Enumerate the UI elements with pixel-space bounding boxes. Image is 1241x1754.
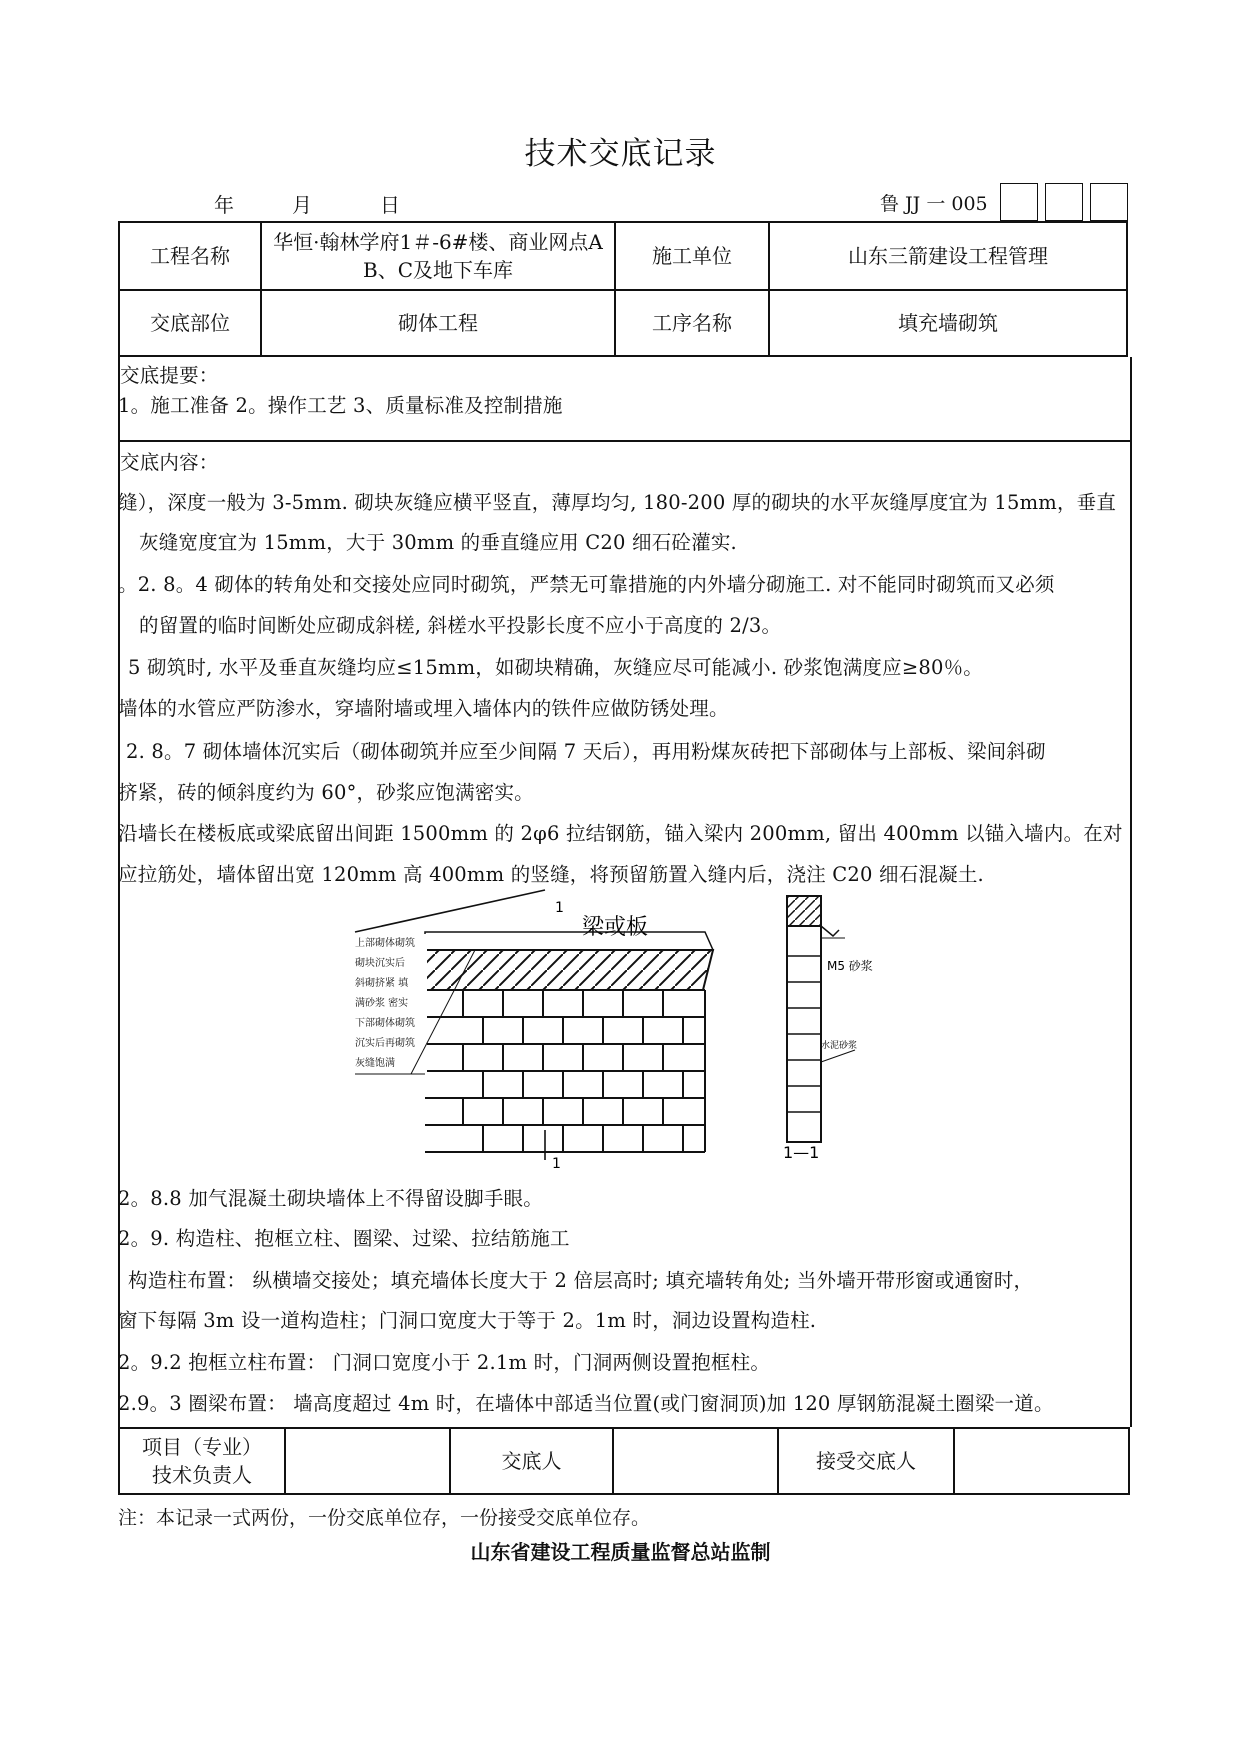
date-year: 年 bbox=[214, 193, 234, 217]
discloser-label: 交底人 bbox=[450, 1428, 613, 1494]
section-mark-bottom: 1 bbox=[552, 1156, 561, 1172]
inclined-brick-band bbox=[425, 950, 713, 990]
receiver-value bbox=[954, 1428, 1129, 1494]
process-value: 填充墙砌筑 bbox=[769, 290, 1127, 356]
content-line: 挤紧，砖的倾斜度约为 60°，砂浆应饱满密实。 bbox=[118, 781, 534, 804]
process-label: 工序名称 bbox=[615, 290, 769, 356]
form-code: 鲁 JJ 一 005 bbox=[880, 193, 988, 215]
content-line: 灰缝宽度宜为 15mm，大于 30mm 的垂直缝应用 C20 细石砼灌实. bbox=[139, 531, 737, 554]
content-line: 构造柱布置： 纵横墙交接处；填充墙体长度大于 2 倍层高时; 填充墙转角处; 当外墙开带形窗或通窗时， bbox=[128, 1269, 1034, 1292]
part-label: 交底部位 bbox=[119, 290, 261, 356]
water-label: 水泥砂浆 bbox=[821, 1041, 858, 1051]
part-value: 砌体工程 bbox=[261, 290, 615, 356]
date-day: 日 bbox=[380, 193, 400, 217]
code-box-3 bbox=[1090, 183, 1128, 221]
summary-text: 1。施工准备 2。操作工艺 3、质量标准及控制措施 bbox=[118, 394, 563, 417]
code-box-1 bbox=[1000, 183, 1038, 221]
header-table bbox=[118, 221, 1128, 357]
content-line: 2。9.2 抱框立柱布置： 门洞口宽度小于 2.1m 时，门洞两侧设置抱框柱。 bbox=[118, 1351, 771, 1374]
content-line: 应拉筋处，墙体留出宽 120mm 高 400mm 的竖缝，将预留筋置入缝内后，浇注 C20 细石混凝土. bbox=[118, 863, 984, 886]
content-line: 缝），深度一般为 3-5mm. 砌块灰缝应横平竖直，薄厚均匀, 180-200 厚的砌块的水平灰缝厚度宜为 15mm，垂直 bbox=[118, 491, 1117, 514]
project-label: 工程名称 bbox=[119, 222, 261, 290]
issuer: 山东省建设工程质量监督总站监制 bbox=[470, 1540, 771, 1564]
code-box-2 bbox=[1045, 183, 1083, 221]
tech-lead-label-line-2: 技术负责人 bbox=[152, 1463, 252, 1487]
project-value-line-2: B、C及地下车库 bbox=[363, 258, 513, 282]
side-label: 下部砌体砌筑 bbox=[355, 1018, 415, 1029]
content-line: 沿墙长在楼板底或梁底留出间距 1500mm 的 2φ6 拉结钢筋，锚入梁内 200mm, 留出 400mm 以锚入墙内。在对 bbox=[118, 822, 1123, 845]
content-line: 。2. 8。4 砌体的转角处和交接处应同时砌筑，严禁无可靠措施的内外墙分砌施工. 对不能同时砌筑而又必须 bbox=[118, 573, 1055, 596]
receiver-label: 接受交底人 bbox=[778, 1428, 954, 1494]
document-title: 技术交底记录 bbox=[524, 136, 717, 172]
summary-label: 交底提要： bbox=[120, 364, 219, 387]
side-label: 灰缝饱满 bbox=[355, 1058, 395, 1069]
content-line: 墙体的水管应严防渗水，穿墙附墙或埋入墙体内的铁件应做防锈处理。 bbox=[118, 697, 729, 720]
project-value-line-1: 华恒·翰林学府1＃-6#楼、商业网点A bbox=[273, 230, 603, 254]
content-line: 的留置的临时间断处应砌成斜槎, 斜槎水平投影长度不应小于高度的 2/3。 bbox=[139, 614, 782, 637]
mortar-label: M5 砂浆 bbox=[827, 959, 873, 973]
side-label: 砌块沉实后 bbox=[355, 958, 405, 969]
contractor-value: 山东三箭建设工程管理 bbox=[769, 222, 1127, 290]
side-label: 斜砌挤紧 填 bbox=[355, 978, 409, 989]
content-line: 5 砌筑时, 水平及垂直灰缝均应≤15mm，如砌块精确，灰缝应尽可能减小. 砂浆饱满度应≥80％。 bbox=[128, 656, 983, 679]
footnote: 注：本记录一式两份，一份交底单位存，一份接受交底单位存。 bbox=[118, 1507, 651, 1529]
discloser-value bbox=[613, 1428, 778, 1494]
tech-lead-label-line-1: 项目（专业） bbox=[142, 1435, 262, 1459]
content-line: 2.9。3 圈梁布置： 墙高度超过 4m 时，在墙体中部适当位置(或门窗洞顶)加 120 厚钢筋混凝土圈梁一道。 bbox=[118, 1392, 1054, 1415]
content-label: 交底内容： bbox=[120, 451, 219, 474]
signature-table bbox=[118, 1427, 1130, 1495]
side-label: 沉实后再砌筑 bbox=[355, 1038, 415, 1049]
section-label: 1—1 bbox=[783, 1143, 820, 1162]
beam-label: 梁或板 bbox=[582, 915, 649, 940]
content-line: 2. 8。7 砌体墙体沉实后（砌体砌筑并应至少间隔 7 天后），再用粉煤灰砖把下部砌体与上部板、梁间斜砌 bbox=[126, 740, 1046, 763]
infill-wall-diagram bbox=[355, 890, 873, 1172]
content-line: 2。9. 构造柱、抱框立柱、圈梁、过梁、拉结筋施工 bbox=[118, 1227, 570, 1250]
contractor-label: 施工单位 bbox=[615, 222, 769, 290]
section-mark-top: 1 bbox=[555, 900, 564, 916]
side-label: 满砂浆 密实 bbox=[355, 998, 409, 1009]
content-line: 窗下每隔 3m 设一道构造柱；门洞口宽度大于等于 2。1m 时，洞边设置构造柱. bbox=[118, 1309, 817, 1332]
section-beam bbox=[787, 896, 821, 926]
section-line-top bbox=[355, 890, 545, 932]
tech-lead-label bbox=[119, 1428, 285, 1494]
project-value bbox=[261, 222, 615, 290]
content-line: 2。8.8 加气混凝土砌块墙体上不得留设脚手眼。 bbox=[118, 1187, 543, 1210]
tech-lead-value bbox=[285, 1428, 450, 1494]
side-label: 上部砌体砌筑 bbox=[355, 938, 415, 949]
date-month: 月 bbox=[292, 193, 312, 217]
beam-outline bbox=[425, 932, 713, 950]
summary-divider bbox=[118, 440, 1130, 442]
